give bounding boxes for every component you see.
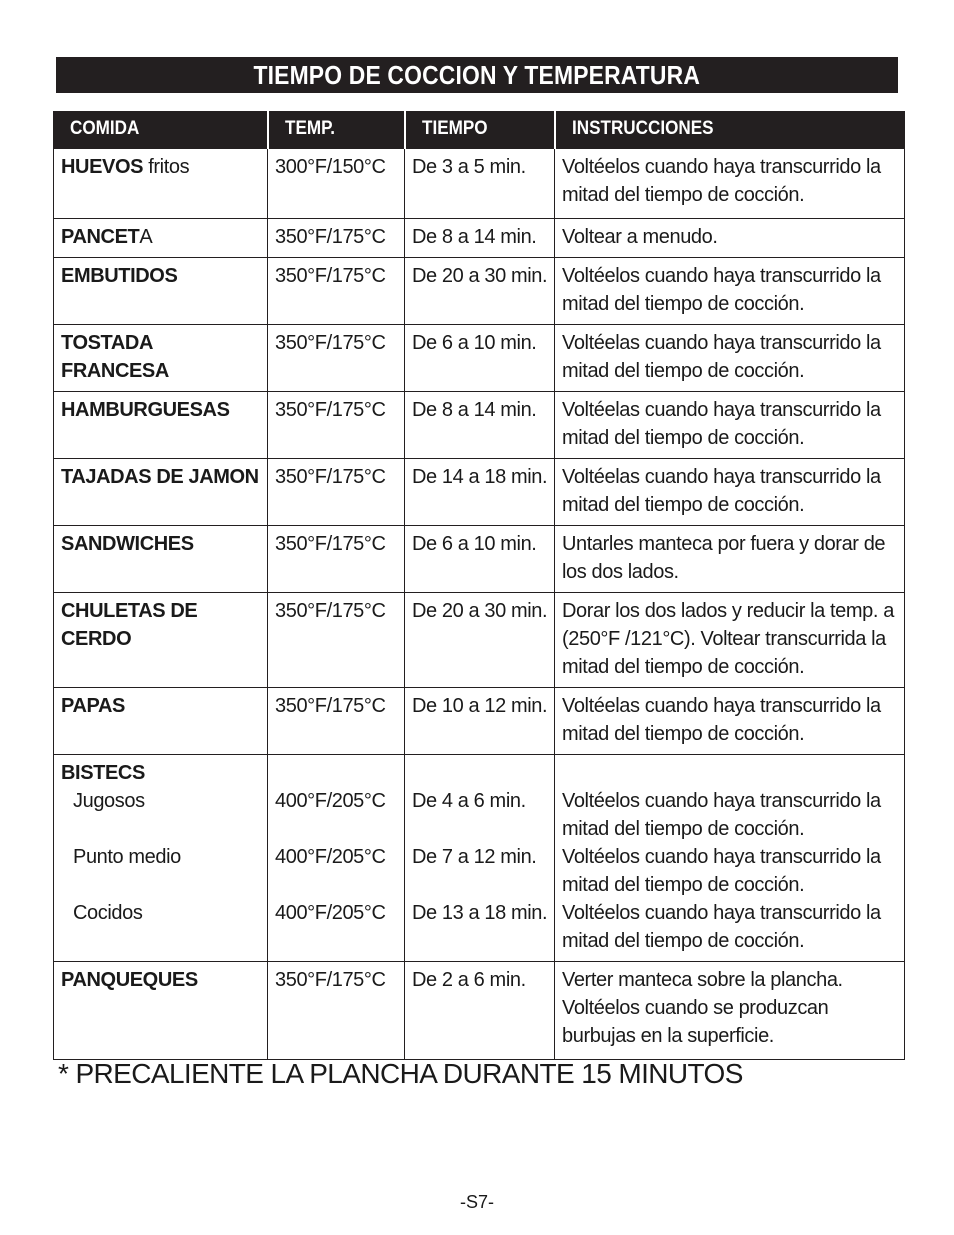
steak-doneness: Jugosos [73, 789, 145, 812]
time-cell: De 20 a 30 min. [405, 592, 555, 687]
temp-cell: 350°F/175°C [268, 218, 405, 257]
food-cell: EMBUTIDOS [54, 257, 268, 324]
steak-instructions: Voltéelos cuando haya transcurrido la mitad del tiempo de cocción. [562, 789, 881, 840]
time-cell: De 6 a 10 min. [405, 324, 555, 391]
instructions-cell: Voltéelas cuando haya transcurrido la mitad del tiempo de cocción. [555, 458, 905, 525]
instructions-cell: Voltear a menudo. [555, 218, 905, 257]
food-name: PANCET [61, 225, 140, 248]
instructions-cell: Voltéelas cuando haya transcurrido la mitad del tiempo de cocción. [555, 391, 905, 458]
temp-cell: 350°F/175°C [268, 687, 405, 754]
time-cell [405, 754, 555, 961]
steak-time: De 4 a 6 min. [412, 789, 526, 812]
instructions-cell: Voltéelos cuando haya transcurrido la mitad del tiempo de cocción. [555, 148, 905, 218]
steak-temp: 400°F/205°C [275, 789, 386, 812]
food-cell: CHULETAS DE CERDO [54, 592, 268, 687]
table-row [54, 961, 905, 1059]
food-cell: HAMBURGUESAS [54, 391, 268, 458]
food-suffix: A [139, 225, 153, 248]
temp-cell: 350°F/175°C [268, 458, 405, 525]
table-row [54, 391, 905, 458]
temp-cell: 350°F/175°C [268, 592, 405, 687]
food-cell: TAJADAS DE JAMON [54, 458, 268, 525]
preheat-note: * PRECALIENTE LA PLANCHA DURANTE 15 MINUTOS [58, 1058, 743, 1089]
food-cell: PANQUEQUES [54, 961, 268, 1059]
instructions-cell: Verter manteca sobre la plancha. Voltéelos cuando se produzcan burbujas en la superficie. [555, 961, 905, 1059]
temp-cell: 350°F/175°C [268, 391, 405, 458]
page-title-text: TIEMPO DE COCCION Y TEMPERATURA [253, 60, 701, 90]
steak-doneness: Punto medio [73, 845, 181, 868]
steak-temp: 400°F/205°C [275, 845, 386, 868]
time-cell: De 6 a 10 min. [405, 525, 555, 592]
table-row-steaks [54, 754, 905, 961]
cooking-chart-table [53, 111, 905, 1060]
food-cell [54, 754, 268, 961]
header-temp-label: TEMP. [284, 118, 335, 140]
temp-cell: 350°F/175°C [268, 525, 405, 592]
temp-cell: 350°F/175°C [268, 257, 405, 324]
table-row [54, 687, 905, 754]
header-temp [268, 111, 405, 148]
time-cell: De 14 a 18 min. [405, 458, 555, 525]
table-row [54, 592, 905, 687]
table-row [54, 324, 905, 391]
food-name: BISTECS [61, 761, 145, 784]
table-row [54, 525, 905, 592]
temp-cell [268, 754, 405, 961]
header-food-label: COMIDA [70, 118, 140, 140]
steak-time: De 7 a 12 min. [412, 845, 537, 868]
instructions-cell: Dorar los dos lados y reducir la temp. a (250°F /121°C). Voltear transcurrida la mitad del tiempo de cocción. [555, 592, 905, 687]
header-time [405, 111, 555, 148]
instructions-cell: Voltéelas cuando haya transcurrido la mitad del tiempo de cocción. [555, 324, 905, 391]
time-cell: De 2 a 6 min. [405, 961, 555, 1059]
food-cell [54, 218, 268, 257]
food-name: HUEVOS [61, 155, 144, 178]
steak-instructions: Voltéelos cuando haya transcurrido la mitad del tiempo de cocción. [562, 901, 881, 952]
time-cell: De 20 a 30 min. [405, 257, 555, 324]
food-cell [54, 148, 268, 218]
header-instructions-label: INSTRUCCIONES [571, 118, 714, 140]
steak-instructions: Voltéelos cuando haya transcurrido la mitad del tiempo de cocción. [562, 845, 881, 896]
steak-temp: 400°F/205°C [275, 901, 386, 924]
instructions-cell: Voltéelos cuando haya transcurrido la mitad del tiempo de cocción. [555, 257, 905, 324]
steak-doneness: Cocidos [73, 901, 143, 924]
page-number: -S7- [459, 1192, 494, 1212]
time-cell: De 10 a 12 min. [405, 687, 555, 754]
header-instructions [555, 111, 905, 148]
instructions-cell [555, 754, 905, 961]
time-cell: De 8 a 14 min. [405, 218, 555, 257]
table-row [54, 458, 905, 525]
instructions-cell: Untarles manteca por fuera y dorar de los dos lados. [555, 525, 905, 592]
food-suffix: fritos [143, 155, 190, 178]
table-row [54, 148, 905, 218]
steak-time: De 13 a 18 min. [412, 901, 548, 924]
temp-cell: 300°F/150°C [268, 148, 405, 218]
header-food [54, 111, 268, 148]
food-cell: SANDWICHES [54, 525, 268, 592]
time-cell: De 3 a 5 min. [405, 148, 555, 218]
temp-cell: 350°F/175°C [268, 961, 405, 1059]
table-row [54, 257, 905, 324]
page-title [56, 57, 898, 93]
food-cell: PAPAS [54, 687, 268, 754]
table-header-row [54, 111, 905, 148]
temp-cell: 350°F/175°C [268, 324, 405, 391]
header-time-label: TIEMPO [421, 118, 488, 140]
table-row [54, 218, 905, 257]
instructions-cell: Voltéelas cuando haya transcurrido la mitad del tiempo de cocción. [555, 687, 905, 754]
time-cell: De 8 a 14 min. [405, 391, 555, 458]
food-cell: TOSTADA FRANCESA [54, 324, 268, 391]
